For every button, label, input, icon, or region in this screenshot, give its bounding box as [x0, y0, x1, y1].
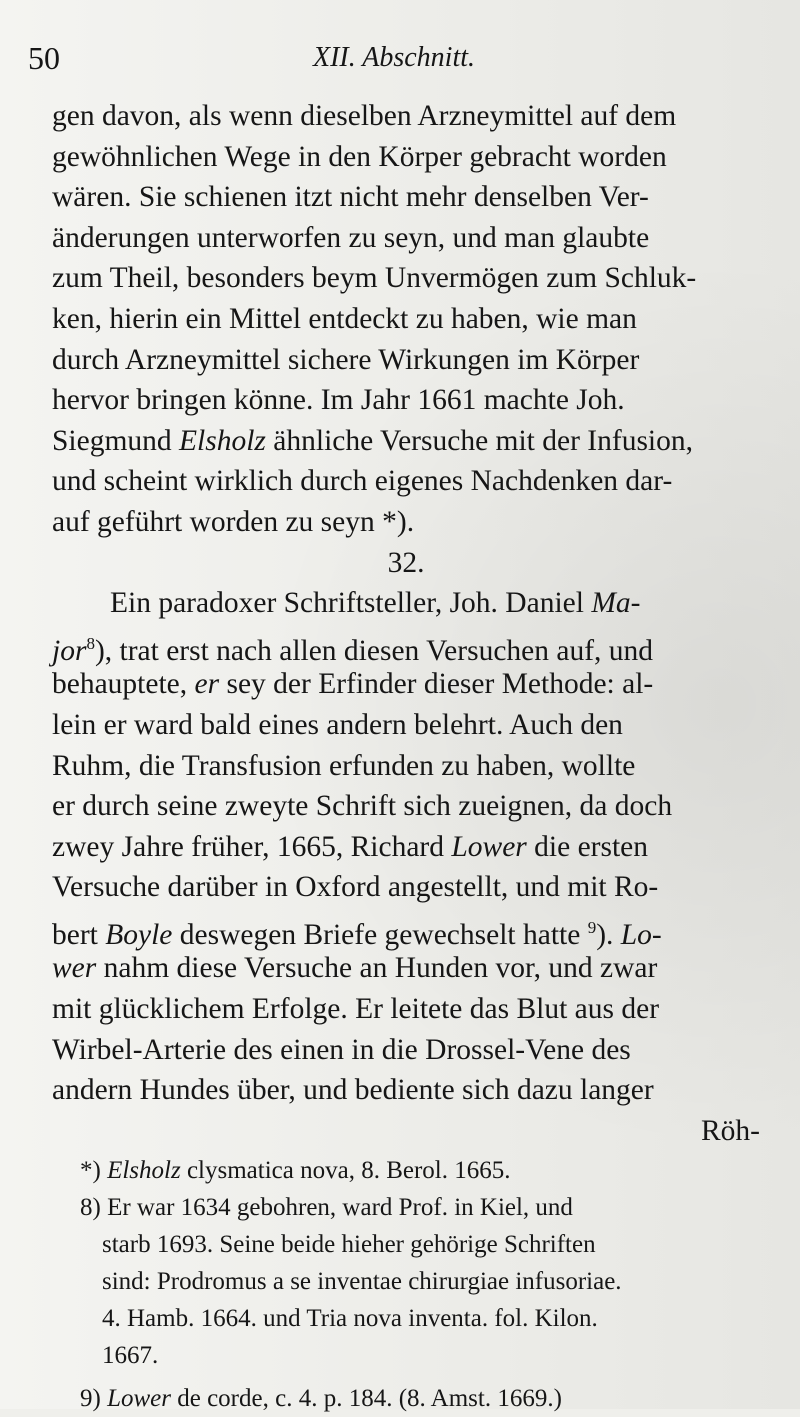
- footnote-line: sind: Prodromus a se inventae chirurgiae infusoriae.: [102, 1268, 622, 1295]
- text-line: Wirbel-Arterie des einen in die Drossel-Vene des: [52, 1033, 631, 1066]
- text-line: jor$^8$), trat erst nach allen diesen Versuchen auf, und: [52, 633, 654, 667]
- text-line: änderungen unterworfen zu seyn, und man glaubte: [52, 221, 650, 254]
- text-line: Versuche darüber in Oxford angestellt, und mit Ro-: [52, 871, 659, 904]
- author-name: Boyle: [105, 918, 173, 951]
- text-line: wer nahm diese Versuche an Hunden vor, und zwar: [52, 952, 658, 985]
- text-line: wären. Sie schienen itzt nicht mehr denselben Ver-: [52, 181, 649, 214]
- text-line: andern Hundes über, und bediente sich dazu langer: [52, 1074, 654, 1107]
- footnotes: [80, 1152, 770, 1417]
- footnote-line: starb 1693. Seine beide hieher gehörige Schriften: [102, 1231, 596, 1258]
- text-line: bert Boyle deswegen Briefe gewechselt hatte $^9$). Lo-: [52, 917, 662, 951]
- text-line: Ein paradoxer Schriftsteller, Joh. Daniel Ma-: [110, 587, 641, 620]
- text-line: und scheint wirklich durch eigenes Nachdenken dar-: [52, 465, 673, 498]
- footnote: 8) Er war 1634 gebohren, ward Prof. in Kiel, und: [80, 1194, 573, 1221]
- text-line: er durch seine zweyte Schrift sich zueignen, da doch: [52, 790, 673, 823]
- footnote-mark: *): [80, 1157, 101, 1184]
- text-line: zum Theil, besonders beym Unvermögen zum Schluk-: [52, 262, 697, 295]
- author-name: Elsholz: [179, 424, 266, 457]
- text-line: durch Arzneymittel sichere Wirkungen im Körper: [52, 343, 640, 376]
- text-line: behauptete, er sey der Erfinder dieser Methode: al-: [52, 668, 654, 701]
- author-name: Lower: [451, 830, 527, 863]
- page-number: 50: [28, 40, 60, 76]
- text-line: lein er ward bald eines andern belehrt. Auch den: [52, 708, 623, 741]
- section-number: 32.: [387, 546, 425, 579]
- text-line: gewöhnlichen Wege in den Körper gebracht worden: [52, 140, 667, 173]
- text-line: Ruhm, die Transfusion erfunden zu haben, wollte: [52, 749, 636, 782]
- footnote: 9) Lower de corde, c. 4. p. 184. (8. Amst. 1669.): [80, 1385, 562, 1412]
- catchword: Röh-: [701, 1114, 760, 1147]
- author-name: jor: [52, 634, 87, 667]
- footnote-line: 1667.: [102, 1342, 159, 1369]
- footnote: *) Elsholz clysmatica nova, 8. Berol. 1665.: [80, 1157, 511, 1184]
- text-line: zwey Jahre früher, 1665, Richard Lower die ersten: [52, 830, 649, 863]
- text-line: hervor bringen könne. Im Jahr 1661 machte Joh.: [52, 384, 625, 417]
- text-line: auf geführt worden zu seyn *).: [52, 505, 415, 538]
- footnote-mark: 9): [80, 1385, 101, 1412]
- running-head: XII. Abschnitt.: [313, 42, 476, 73]
- text-line: mit glücklichem Erfolge. Er leitete das Blut aus der: [52, 993, 660, 1026]
- footnote-ref: 9: [587, 917, 597, 937]
- page-header: [28, 40, 760, 80]
- author-name: Ma-: [591, 587, 641, 620]
- footnote-ref: 8: [86, 633, 95, 653]
- text-line: ken, hierin ein Mittel entdeckt zu haben, wie man: [52, 302, 637, 335]
- text-line: gen davon, als wenn dieselben Arzneymittel auf dem: [52, 100, 677, 132]
- footnote-line: 4. Hamb. 1664. und Tria nova inventa. fol. Kilon.: [102, 1305, 598, 1332]
- text-line: Siegmund Elsholz ähnliche Versuche mit der Infusion,: [52, 424, 693, 457]
- body-text: [52, 96, 760, 1151]
